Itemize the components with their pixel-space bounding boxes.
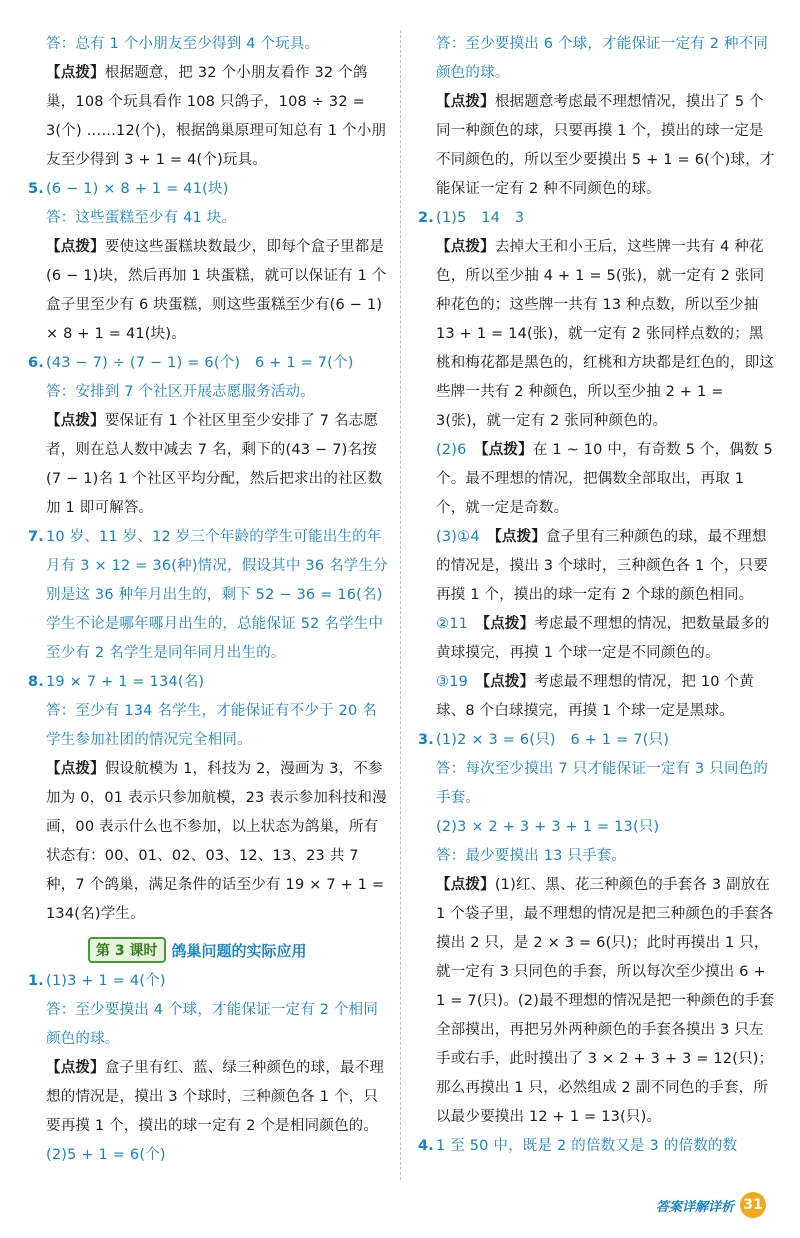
question-number: 7. (28, 529, 44, 545)
lesson-header (88, 937, 388, 963)
question-number: 6. (28, 355, 44, 371)
sub-answer: ②11 (436, 616, 469, 632)
question-7 (28, 523, 388, 668)
hint-tag: 【点拨】 (46, 65, 105, 81)
right-column (418, 30, 778, 1161)
hint-tag: 【点拨】 (494, 529, 547, 545)
question-formula: 19 × 7 + 1 = 134(名) (46, 674, 205, 690)
page-footer (656, 1192, 766, 1218)
hint-paragraph (418, 523, 778, 610)
footer-label: 答案详解详析 (655, 1199, 734, 1215)
question-number: 1. (28, 973, 44, 989)
sub-answer: ③19 (436, 674, 469, 690)
question-5 (28, 175, 388, 204)
question-number: 5. (28, 181, 44, 197)
hint-paragraph (418, 610, 778, 668)
hint-tag: 【点拨】 (46, 1060, 105, 1076)
question-3 (418, 726, 778, 755)
hint-tag: 【点拨】 (436, 239, 495, 255)
question-number: 8. (28, 674, 44, 690)
hint-paragraph (28, 407, 388, 523)
answer-line: 答：这些蛋糕至少有 41 块。 (46, 210, 237, 226)
answer-line: 答：最少要摸出 13 只手套。 (436, 848, 627, 864)
hint-text: 在 1 ~ 10 中，有奇数 5 个，偶数 5 个。最不理想的情况，把偶数全部取出，再取 1 个，就一定是奇数。 (436, 442, 773, 516)
hint-text: 要保证有 1 个社区里至少安排了 7 名志愿者，则在总人数中减去 7 名，剩下的(43 − 7)名按(7 − 1)名 1 个社区平均分配，然后把求出的社区数加 1 即可解答。 (46, 413, 383, 516)
question-formula: (43 − 7) ÷ (7 − 1) = 6(个) 6 + 1 = 7(个) (46, 355, 354, 371)
column-divider (400, 30, 401, 1180)
sub-formula: (2)5 + 1 = 6(个) (46, 1147, 166, 1163)
question-4 (418, 1132, 778, 1161)
hint-tag: 【点拨】 (46, 239, 105, 255)
hint-text: 盒子里有红、蓝、绿三种颜色的球，最不理想的情况是，摸出 3 个球时，三种颜色各 1 个，只要再摸 1 个，摸出的球一定有 2 个是相同颜色的。 (46, 1060, 385, 1134)
page-number: 31 (740, 1192, 766, 1218)
hint-paragraph (418, 668, 778, 726)
hint-paragraph (28, 755, 388, 929)
question-2 (418, 204, 778, 233)
hint-tag: 【点拨】 (482, 616, 535, 632)
lesson-badge: 第 3 课时 (88, 937, 166, 963)
hint-tag: 【点拨】 (481, 442, 533, 458)
question-formula: (1)3 + 1 = 4(个) (46, 973, 166, 989)
answer-line: 答：至少要摸出 6 个球，才能保证一定有 2 种不同颜色的球。 (436, 36, 769, 81)
question-formula: (6 − 1) × 8 + 1 = 41(块) (46, 181, 229, 197)
question-number: 2. (418, 210, 434, 226)
answer-line: 答：至少要摸出 4 个球，才能保证一定有 2 个相同颜色的球。 (46, 1002, 379, 1047)
answer-line: 答：安排到 7 个社区开展志愿服务活动。 (46, 384, 315, 400)
hint-paragraph (28, 233, 388, 349)
hint-paragraph (28, 59, 388, 175)
hint-text: 要使这些蛋糕块数最少，即每个盒子里都是(6 − 1)块，然后再加 1 块蛋糕，就可以保证有 1 个盒子里至少有 6 块蛋糕，则这些蛋糕至少有(6 − 1) × 8 + 1 = 41(块)。 (46, 239, 387, 342)
hint-paragraph (418, 871, 778, 1132)
hint-text: 盒子里有三种颜色的球，最不理想的情况是，摸出 3 个球时，三种颜色各 1 个，只要再摸 1 个，摸出的球一定有 2 个球的颜色相同。 (436, 529, 769, 603)
hint-text: 根据题意考虑最不理想情况，摸出了 5 个同一种颜色的球，只要再摸 1 个，摸出的球一定是不同颜色的，所以至少要摸出 5 + 1 = 6(个)球，才能保证一定有 2 种不同颜色的球。 (436, 94, 775, 197)
hint-tag: 【点拨】 (46, 413, 105, 429)
hint-text: 考虑最不理想的情况，把数量最多的黄球摸完，再摸 1 个球一定是不同颜色的。 (436, 616, 770, 661)
hint-text: (1)红、黑、花三种颜色的手套各 3 副放在 1 个袋子里，最不理想的情况是把三种颜色的手套各摸出 2 只，是 2 × 3 = 6(只)；此时再摸出 1 只，就一定有 3 只同色的手套，所以每次至少摸出 6 + 1 = 7(只)。(2)最不理想的情况是把一种颜色的手套全部摸出，再把另外两种颜色的手套各摸出 3 只左手或右手，此时摸出了 3 × 2 + 3 + 3 = 12(只)；那么再摸出 1 只，必然组成 2 副不同色的手套，所以最少要摸出 12 + 1 = 13(只)。 (436, 877, 775, 1125)
hint-text: 假设航模为 1，科技为 2，漫画为 3，不参加为 0，01 表示只参加航模，23 表示参加科技和漫画，00 表示什么也不参加，以上状态为鸽巢，所有状态有：00、01、02、03、12、13、23 共 7 种，7 个鸽巢，满足条件的话至少有 19 × 7 + 1 = 134(名)学生。 (46, 761, 387, 922)
sub-answer: (3)①4 (436, 529, 480, 545)
question-1 (28, 967, 388, 996)
hint-paragraph (28, 1054, 388, 1141)
lesson-title: 鸽巢问题的实际应用 (171, 941, 307, 960)
hint-text: 考虑最不理想的情况，把 10 个黄球、8 个白球摸完，再摸 1 个球一定是黑球。 (436, 674, 754, 719)
question-number: 3. (418, 732, 434, 748)
answer-line: 答：每次至少摸出 7 只才能保证一定有 3 只同色的手套。 (436, 761, 769, 806)
hint-tag: 【点拨】 (436, 94, 495, 110)
question-text: 10 岁、11 岁、12 岁三个年龄的学生可能出生的年月有 3 × 12 = 36(种)情况，假设其中 36 名学生分别是这 36 种年月出生的，剩下 52 − 36 = 16(名)学生不论是哪年哪月出生的，总能保证 52 名学生中至少有 2 名学生是同年同月出生的。 (46, 529, 388, 661)
question-6 (28, 349, 388, 378)
sub-formula: (2)3 × 2 + 3 + 3 + 1 = 13(只) (436, 819, 660, 835)
question-8 (28, 668, 388, 697)
left-column (28, 30, 388, 1170)
hint-tag: 【点拨】 (482, 674, 535, 690)
question-number: 4. (418, 1138, 434, 1154)
hint-tag: 【点拨】 (436, 877, 495, 893)
sub-answer: (2)6 (436, 442, 467, 458)
hint-tag: 【点拨】 (46, 761, 105, 777)
question-text: 1 至 50 中，既是 2 的倍数又是 3 的倍数的数 (436, 1138, 738, 1154)
hint-text: 去掉大王和小王后，这些牌一共有 4 种花色，所以至少抽 4 + 1 = 5(张)，就一定有 2 张同种花色的；这些牌一共有 13 种点数，所以至少抽 13 + 1 = 14(张)，就一定有 2 张同样点数的；黑桃和梅花都是黑色的，红桃和方块都是红色的，即这些牌一共有 2 种颜色，所以至少抽 2 + 1 = 3(张)，就一定有 2 张同种颜色的。 (436, 239, 775, 429)
hint-paragraph (418, 233, 778, 436)
answer-line: 答：总有 1 个小朋友至少得到 4 个玩具。 (46, 36, 320, 52)
answer-line: 答：至少有 134 名学生，才能保证有不少于 20 名学生参加社团的情况完全相同。 (46, 703, 377, 748)
hint-text: 根据题意，把 32 个小朋友看作 32 个鸽巢，108 个玩具看作 108 只鸽子，108 ÷ 32 = 3(个) ……12(个)，根据鸽巢原理可知总有 1 个小朋友至少得到 3 + 1 = 4(个)玩具。 (46, 65, 387, 168)
hint-paragraph (418, 88, 778, 204)
hint-paragraph (418, 436, 778, 523)
question-answers: (1)5 14 3 (436, 210, 525, 226)
question-formula: (1)2 × 3 = 6(只) 6 + 1 = 7(只) (436, 732, 670, 748)
